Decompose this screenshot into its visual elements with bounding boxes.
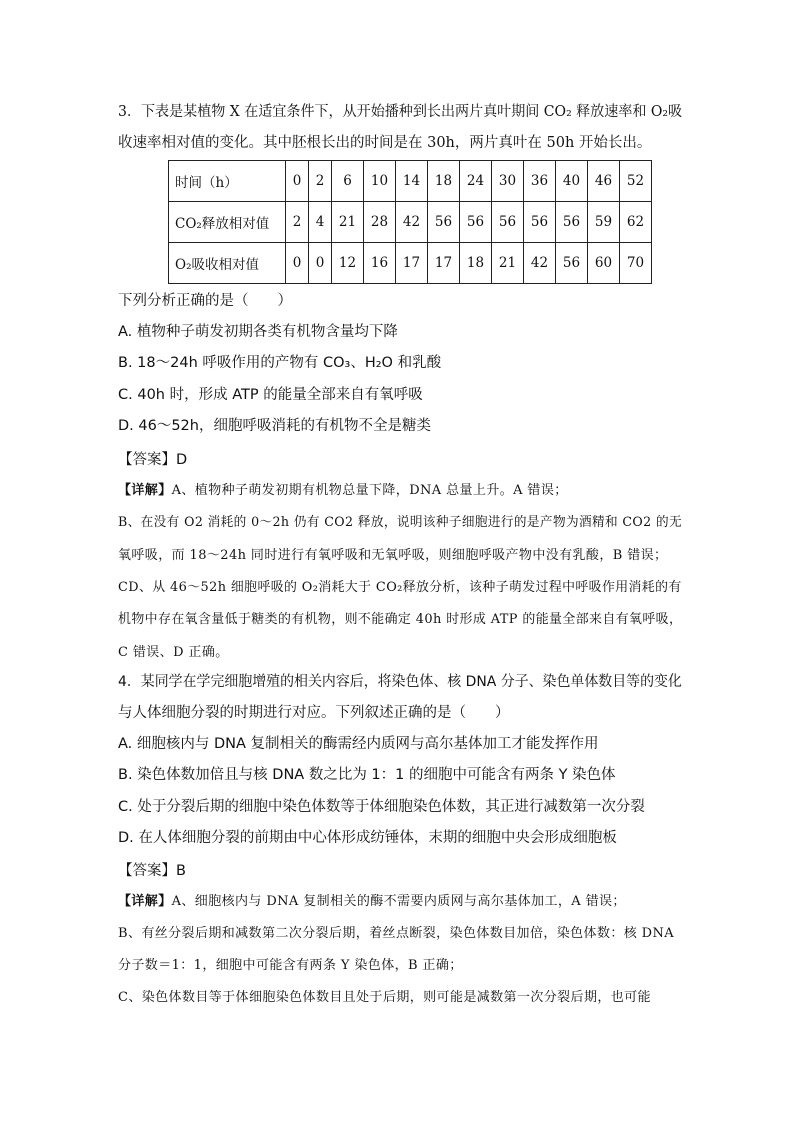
table-cell: 10 bbox=[364, 161, 396, 202]
table-cell: 0 bbox=[309, 243, 332, 284]
q3-detail-text: A、植物种子萌发初期有机物总量下降，DNA 总量上升。A 错误； bbox=[171, 483, 568, 498]
q4-detail-line-3: 分子数＝1：1，细胞中可能含有两条 Y 染色体，B 正确； bbox=[118, 958, 463, 973]
q4-detail-label: 【详解】 bbox=[118, 894, 172, 909]
q3-detail-line-3: 氧呼吸，而 18～24h 同时进行有氧呼吸和无氧呼吸，则细胞呼吸产物中没有乳酸，B 错误； bbox=[118, 548, 668, 563]
q3-detail-line-4: CD、从 46～52h 细胞呼吸的 O₂消耗大于 CO₂释放分析，该种子萌发过程中呼吸作用消耗的有 bbox=[118, 580, 682, 595]
table-cell: 42 bbox=[524, 243, 556, 284]
q3-option-a: A. 植物种子萌发初期各类有机物含量均下降 bbox=[118, 324, 398, 340]
q3-prompt: 下列分析正确的是（ ） bbox=[118, 293, 292, 309]
table-row-time bbox=[169, 161, 652, 202]
q3-detail-line-2: B、在没有 O2 消耗的 0～2h 仍有 CO2 释放，说明该种子细胞进行的是产物为酒精和 CO2 的无 bbox=[118, 515, 682, 530]
table-cell: 24 bbox=[460, 161, 492, 202]
table-cell: 62 bbox=[620, 202, 652, 243]
table-cell: 12 bbox=[332, 243, 364, 284]
table-cell: 46 bbox=[588, 161, 620, 202]
q4-option-b: B. 染色体数加倍且与核 DNA 数之比为 1：1 的细胞中可能含有两条 Y 染色体 bbox=[118, 767, 616, 783]
table-cell: 42 bbox=[396, 202, 428, 243]
table-cell: 56 bbox=[556, 202, 588, 243]
table-cell: 14 bbox=[396, 161, 428, 202]
table-cell: 56 bbox=[556, 243, 588, 284]
q3-detail-label: 【详解】 bbox=[118, 483, 172, 498]
table-cell: 30 bbox=[492, 161, 524, 202]
q4-detail-line-2: B、有丝分裂后期和减数第二次分裂后期，着丝点断裂，染色体数目加倍，染色体数：核 DNA bbox=[118, 926, 675, 941]
table-cell: 36 bbox=[524, 161, 556, 202]
table-cell: 59 bbox=[588, 202, 620, 243]
table-cell: 2 bbox=[309, 161, 332, 202]
table-cell: 56 bbox=[492, 202, 524, 243]
table-cell: 28 bbox=[364, 202, 396, 243]
table-row-co2 bbox=[169, 202, 652, 243]
table-cell: 18 bbox=[460, 243, 492, 284]
table-cell: 17 bbox=[428, 243, 460, 284]
table-cell: 18 bbox=[428, 161, 460, 202]
table-cell: 40 bbox=[556, 161, 588, 202]
table-cell: 70 bbox=[620, 243, 652, 284]
q4-stem-line-2: 与人体细胞分裂的时期进行对应。下列叙述正确的是（ ） bbox=[118, 705, 510, 721]
q4-answer: 【答案】B bbox=[118, 863, 186, 879]
q3-detail-line-6: C 错误、D 正确。 bbox=[118, 645, 229, 660]
q3-answer: 【答案】D bbox=[118, 452, 188, 468]
q3-detail-line-5: 机物中存在氧含量低于糖类的有机物，则不能确定 40h 时形成 ATP 的能量全部来自有氧呼吸， bbox=[118, 612, 683, 627]
table-cell: 2 bbox=[286, 202, 309, 243]
q4-option-c: C. 处于分裂后期的细胞中染色体数等于体细胞染色体数，其正进行减数第一次分裂 bbox=[118, 799, 645, 815]
table-cell: 4 bbox=[309, 202, 332, 243]
q3-option-c: C. 40h 时，形成 ATP 的能量全部来自有氧呼吸 bbox=[118, 387, 423, 403]
table-cell: 56 bbox=[524, 202, 556, 243]
q3-stem-line-2: 收速率相对值的变化。其中胚根长出的时间是在 30h，两片真叶在 50h 开始长出。 bbox=[118, 135, 652, 151]
table-cell: 21 bbox=[332, 202, 364, 243]
table-cell: 21 bbox=[492, 243, 524, 284]
table-cell: 52 bbox=[620, 161, 652, 202]
q4-stem-line-1: 4．某同学在学完细胞增殖的相关内容后，将染色体、核 DNA 分子、染色单体数目等的变化 bbox=[118, 674, 682, 690]
table-cell: 0 bbox=[286, 161, 309, 202]
table-row-o2 bbox=[169, 243, 652, 284]
q4-detail-line-1 bbox=[118, 892, 626, 912]
table-cell: 17 bbox=[396, 243, 428, 284]
row-header-time: 时间（h） bbox=[169, 161, 286, 202]
table-cell: 0 bbox=[286, 243, 309, 284]
table-cell: 60 bbox=[588, 243, 620, 284]
q3-detail-line-1 bbox=[118, 481, 568, 501]
table-cell: 6 bbox=[332, 161, 364, 202]
q3-stem-line-1: 3．下表是某植物 X 在适宜条件下，从开始播种到长出两片真叶期间 CO₂ 释放速率和 O₂吸 bbox=[118, 104, 683, 120]
q4-option-a: A. 细胞核内与 DNA 复制相关的酶需经内质网与高尔基体加工才能发挥作用 bbox=[118, 736, 599, 752]
q3-option-d: D. 46～52h，细胞呼吸消耗的有机物不全是糖类 bbox=[118, 418, 431, 434]
q4-detail-line-4: C、染色体数目等于体细胞染色体数目且处于后期，则可能是减数第一次分裂后期，也可能 bbox=[118, 990, 651, 1005]
q4-option-d: D. 在人体细胞分裂的前期由中心体形成纺锤体，末期的细胞中央会形成细胞板 bbox=[118, 830, 617, 846]
q4-detail-text: A、细胞核内与 DNA 复制相关的酶不需要内质网与高尔基体加工，A 错误； bbox=[171, 894, 626, 909]
table-cell: 56 bbox=[428, 202, 460, 243]
row-header-o2: O₂吸收相对值 bbox=[169, 243, 286, 284]
row-header-co2: CO₂释放相对值 bbox=[169, 202, 286, 243]
table-cell: 16 bbox=[364, 243, 396, 284]
q3-option-b: B. 18～24h 呼吸作用的产物有 CO₃、H₂O 和乳酸 bbox=[118, 355, 442, 371]
q3-data-table bbox=[168, 160, 652, 284]
table-cell: 56 bbox=[460, 202, 492, 243]
